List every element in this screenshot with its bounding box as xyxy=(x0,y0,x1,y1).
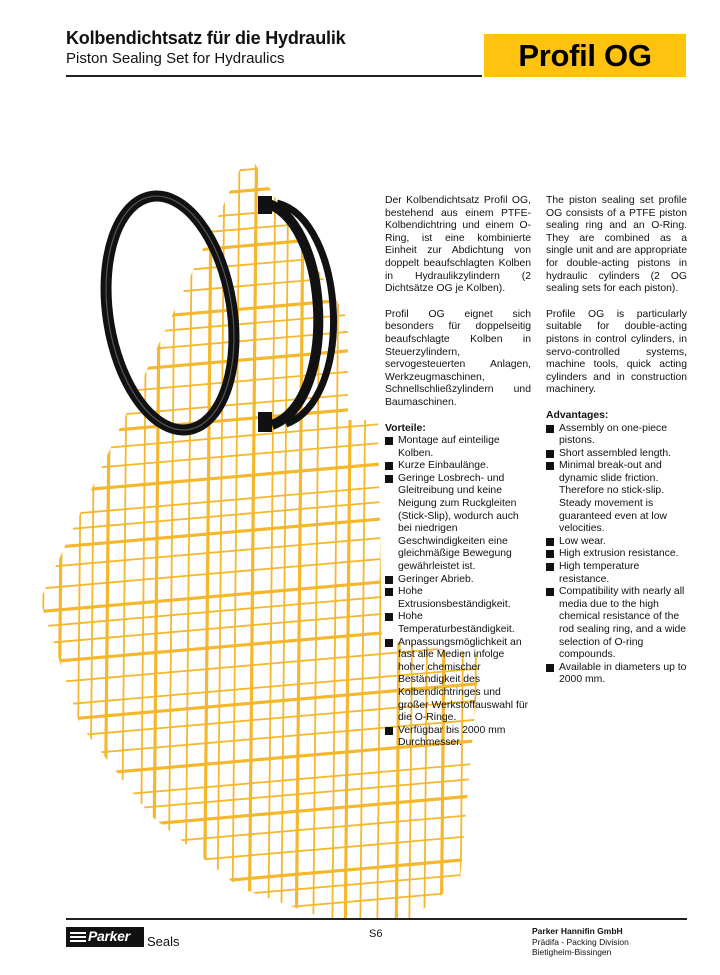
o-ring-image xyxy=(90,187,249,439)
company-location: Bietigheim-Bissingen xyxy=(532,947,612,957)
company-division: Prädifa - Packing Division xyxy=(532,936,629,947)
bullet-square-icon xyxy=(385,576,393,584)
bullet-square-icon xyxy=(546,550,554,558)
list-item: Kurze Einbaulänge. xyxy=(385,460,531,473)
grid-line-vertical xyxy=(360,100,368,960)
page-subtitle: Piston Sealing Set for Hydraulics xyxy=(66,50,285,67)
parker-logo-mark xyxy=(66,927,144,947)
list-item: Verfügbar bis 2000 mm Durchmesser. xyxy=(385,725,531,750)
list-item: Short assembled length. xyxy=(546,448,687,461)
bullet-square-icon xyxy=(385,475,393,483)
grid-line-horizontal xyxy=(0,146,520,191)
list-item: Available in diameters up to 2000 mm. xyxy=(546,662,687,687)
bullet-square-icon xyxy=(546,538,554,546)
grid-line-vertical xyxy=(25,100,33,960)
bullet-square-icon xyxy=(385,462,393,470)
list-item: Montage auf einteilige Kolben. xyxy=(385,435,531,460)
bullet-square-icon xyxy=(546,588,554,596)
list-item: Minimal break-out and dynamic slide friction. Therefore no stick-slip. Steady movement is guaranteed even at low velocities. xyxy=(546,460,687,536)
list-item: Compatibility with nearly all media due to the high chemical resistance of the rod sealing ring, and a wide selection of O-ring compounds. xyxy=(546,586,687,662)
german-column xyxy=(385,195,531,750)
german-advantages-heading: Vorteile: xyxy=(385,422,426,434)
list-item: Geringer Abrieb. xyxy=(385,574,531,587)
bullet-square-icon xyxy=(546,563,554,571)
bullet-square-icon xyxy=(385,588,393,596)
english-application-paragraph: Profile OG is particularly suitable for double-acting pistons in control cylinders, in servo-controlled systems, machine tools, quick acting cylinders and in construction machinery. xyxy=(546,308,687,396)
grid-line-vertical xyxy=(40,100,48,960)
grid-line-horizontal xyxy=(0,110,520,155)
english-intro-paragraph: The piston sealing set profile OG consists of a PTFE piston sealing ring and an O-Ring. They are combined as a single unit and are appropriate for double-acting pistons in hydraulic cylinders (2 OG sealing sets for each piston). xyxy=(546,195,687,295)
logo-wordmark: Parker xyxy=(88,928,130,944)
list-item: Hohe Temperaturbeständigkeit. xyxy=(385,611,531,636)
list-item: Low wear. xyxy=(546,536,687,549)
grid-line-vertical xyxy=(89,100,97,960)
bullet-square-icon xyxy=(546,450,554,458)
german-intro-paragraph: Der Kolbendichtsatz Profil OG, bestehend aus einem PTFE-Kolbendichtring und einem O-Ring, ist eine kombinierte Einheit zur Abdichtung von doppelt beaufschlagten Kolben in Hydraulikzylindern (2 Dichtsätze OG je Kolben). xyxy=(385,195,531,295)
list-item: Assembly on one-piece pistons. xyxy=(546,423,687,448)
grid-line-vertical xyxy=(76,100,84,960)
logo-suffix: Seals xyxy=(147,934,180,949)
grid-line-vertical xyxy=(140,100,148,960)
grid-line-vertical xyxy=(377,100,385,960)
grid-line-vertical xyxy=(153,100,161,960)
footer-rule xyxy=(66,918,687,920)
bullet-square-icon xyxy=(546,664,554,672)
grid-line-vertical xyxy=(332,100,340,960)
list-item: Hohe Extrusionsbeständigkeit. xyxy=(385,586,531,611)
bullet-square-icon xyxy=(385,727,393,735)
list-item: High temperature resistance. xyxy=(546,561,687,586)
list-item: High extrusion resistance. xyxy=(546,548,687,561)
page-title: Kolbendichtsatz für die Hydraulik xyxy=(66,28,346,48)
english-advantages-heading: Advantages: xyxy=(546,409,609,421)
german-application-paragraph: Profil OG eignet sich besonders für doppelseitig beaufschlagte Kolben in Steuerzylindern, servogesteuerten Anlagen, Werkzeugmaschinen, Schnellschließzylindern und Baumaschinen. xyxy=(385,308,531,408)
grid-line-vertical xyxy=(345,100,353,960)
list-item: Geringe Losbrech- und Gleitreibung und keine Neigung zum Ruckgleiten (Stick-Slip), wodurch auch bei niedrigen Geschwindigkeiten eine gleichmäßige Bewegung gewährleistet ist. xyxy=(385,473,531,574)
grid-line-vertical xyxy=(12,100,20,960)
grid-line-vertical xyxy=(168,100,176,960)
list-item: Anpassungsmöglichkeit an fast alle Medien infolge hoher chemischer Beständigkeit des Kolbendichtringes und großer Werkstoffauswahl für die O-Ringe. xyxy=(385,637,531,725)
page-number: S6 xyxy=(369,928,383,940)
english-column xyxy=(546,195,687,687)
grid-line-horizontal xyxy=(0,127,520,172)
bullet-square-icon xyxy=(385,639,393,647)
profile-badge: Profil OG xyxy=(484,34,686,77)
company-block xyxy=(532,926,629,958)
grid-line-vertical xyxy=(104,100,112,960)
english-advantages-list xyxy=(546,423,687,687)
bullet-square-icon xyxy=(546,462,554,470)
bullet-square-icon xyxy=(385,613,393,621)
grid-line-horizontal xyxy=(0,887,520,932)
grid-line-horizontal xyxy=(0,95,520,140)
bullet-square-icon xyxy=(385,437,393,445)
grid-line-vertical xyxy=(185,100,193,960)
german-advantages-list xyxy=(385,435,531,750)
company-name: Parker Hannifin GmbH xyxy=(532,926,623,936)
grid-line-vertical xyxy=(217,100,225,960)
grid-line-vertical xyxy=(57,100,65,960)
bullet-square-icon xyxy=(546,425,554,433)
